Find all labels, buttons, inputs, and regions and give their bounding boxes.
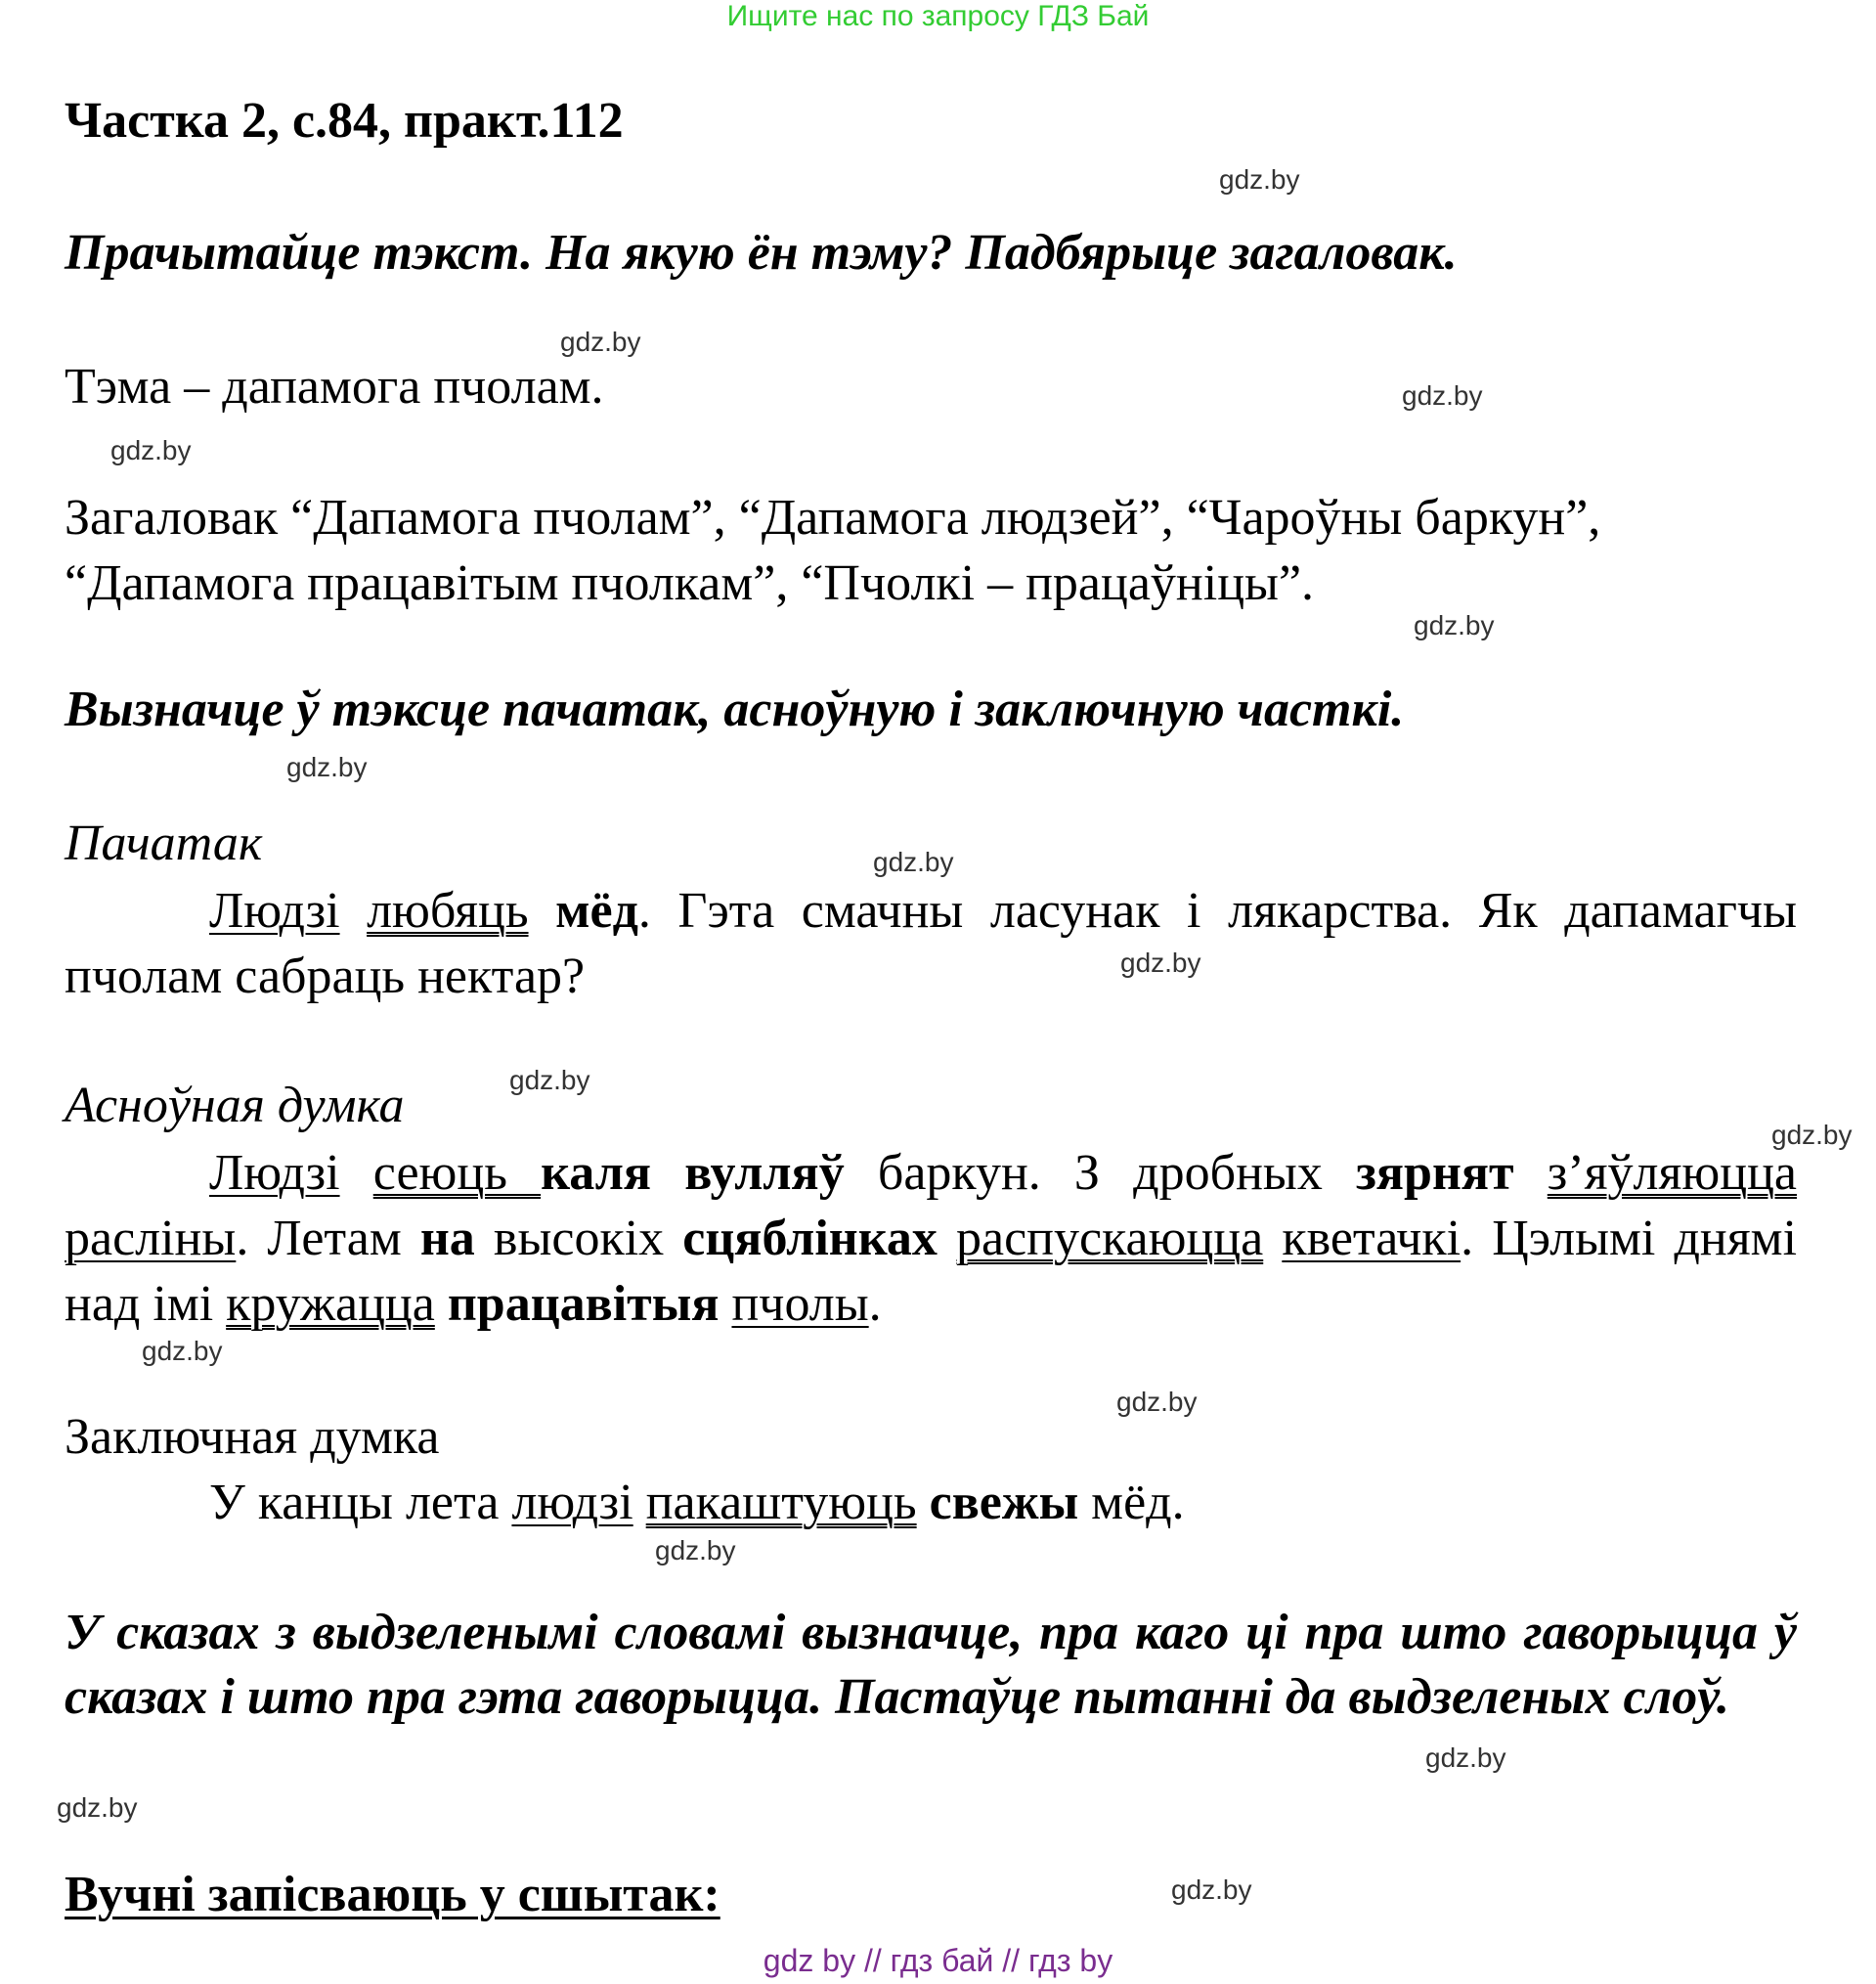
bold-word: сцяблінках — [682, 1211, 938, 1266]
text-run — [719, 1276, 731, 1332]
watermark: gdz.by — [1116, 1387, 1198, 1417]
underlined-word: Людзі — [209, 1145, 340, 1201]
paragraph-conclusion — [209, 1470, 1185, 1535]
bold-word: каля вулляў — [541, 1145, 845, 1201]
watermark: gdz.by — [1219, 164, 1300, 195]
watermark: gdz.by — [1425, 1742, 1506, 1773]
titles-line-2: “Дапамога працавітым пчолкам”, “Пчолкі – працаўніцы”. — [65, 555, 1315, 611]
watermark: gdz.by — [110, 435, 192, 465]
footer-links: gdz by // гдз бай // гдз by — [763, 1943, 1113, 1978]
titles-line-1: Загаловак “Дапамога пчолам”, “Дапамога людзей”, “Чароўны баркун”, — [65, 490, 1601, 546]
page-heading: Частка 2, с.84, практ.112 — [65, 93, 624, 149]
text-run: . Летам — [236, 1211, 420, 1266]
paragraph-beginning — [65, 878, 1797, 1009]
text-run: . Цэлымі днямі над імі — [65, 1211, 1798, 1332]
label-beginning: Пачатак — [65, 816, 263, 871]
watermark: gdz.by — [142, 1336, 223, 1366]
theme-line: Тэма – дапамога пчолам. — [65, 359, 604, 415]
paragraph-main-idea — [65, 1140, 1797, 1337]
text-run: мёд. — [1078, 1475, 1185, 1530]
text-run — [917, 1475, 930, 1530]
watermark: gdz.by — [57, 1792, 138, 1823]
double-underlined-word: сеюць — [372, 1145, 542, 1201]
double-underlined-word: пакаштуюць — [645, 1475, 917, 1530]
watermark: gdz.by — [286, 752, 368, 782]
double-underlined-word: з’яўляюцца — [1547, 1145, 1798, 1201]
task-2: Вызначце ў тэксце пачатак, асноўную і заключную часткі. — [65, 682, 1405, 737]
underlined-word: пчолы — [731, 1276, 869, 1332]
watermark: gdz.by — [1402, 380, 1483, 411]
text-run: . Гэта смачны ласунак і лякарства. Як дапамагчы пчолам сабраць нектар? — [65, 883, 1798, 1004]
bold-word: на — [419, 1211, 475, 1266]
watermark: gdz.by — [1120, 948, 1201, 978]
text-run — [1263, 1211, 1282, 1266]
text-run: высокіх — [474, 1211, 683, 1266]
text-run — [435, 1276, 448, 1332]
task-3: У сказах з выдзеленымі словамі вызначце, пра каго ці пра што гаворыцца ў сказах і што пра гэта гаворыцца. Пастаўце пытанні да выдзеленых слоў. — [65, 1605, 1797, 1725]
double-underlined-word: кружацца — [226, 1276, 435, 1332]
task-1: Прачытайце тэкст. На якую ён тэму? Падбярыце загаловак. — [65, 225, 1458, 281]
underlined-word: людзі — [511, 1475, 633, 1530]
underlined-word: кветачкі — [1282, 1211, 1462, 1266]
label-main-idea: Асноўная думка — [65, 1078, 405, 1133]
bold-word: свежы — [929, 1475, 1079, 1530]
watermark: gdz.by — [1171, 1874, 1252, 1905]
watermark: gdz.by — [509, 1065, 590, 1095]
bold-word: працавітыя — [447, 1276, 720, 1332]
underlined-word: расліны — [65, 1211, 237, 1266]
bold-word: мёд — [555, 883, 638, 939]
text-run — [1514, 1145, 1548, 1201]
notebook-heading — [65, 1866, 720, 1924]
watermark: gdz.by — [1771, 1120, 1853, 1150]
double-underlined-word: любяць — [367, 883, 529, 939]
watermark: gdz.by — [873, 847, 954, 877]
text-run — [938, 1211, 956, 1266]
text-run: У канцы лета — [209, 1475, 512, 1530]
watermark: gdz.by — [1414, 610, 1495, 640]
notebook-heading-text: Вучні запісваюць у сшытак: — [65, 1867, 720, 1922]
label-conclusion: Заключная думка — [65, 1409, 440, 1465]
bold-word: зярнят — [1356, 1145, 1514, 1201]
double-underlined-word: распускаюцца — [956, 1211, 1264, 1266]
watermark: gdz.by — [655, 1535, 736, 1565]
underlined-word: Людзі — [209, 883, 340, 939]
watermark: gdz.by — [560, 327, 641, 357]
text-run — [633, 1475, 646, 1530]
text-run: баркун. З дробных — [844, 1145, 1357, 1201]
top-banner: Ищите нас по запросу ГДЗ Бай — [726, 0, 1150, 32]
text-run: . — [868, 1276, 882, 1332]
